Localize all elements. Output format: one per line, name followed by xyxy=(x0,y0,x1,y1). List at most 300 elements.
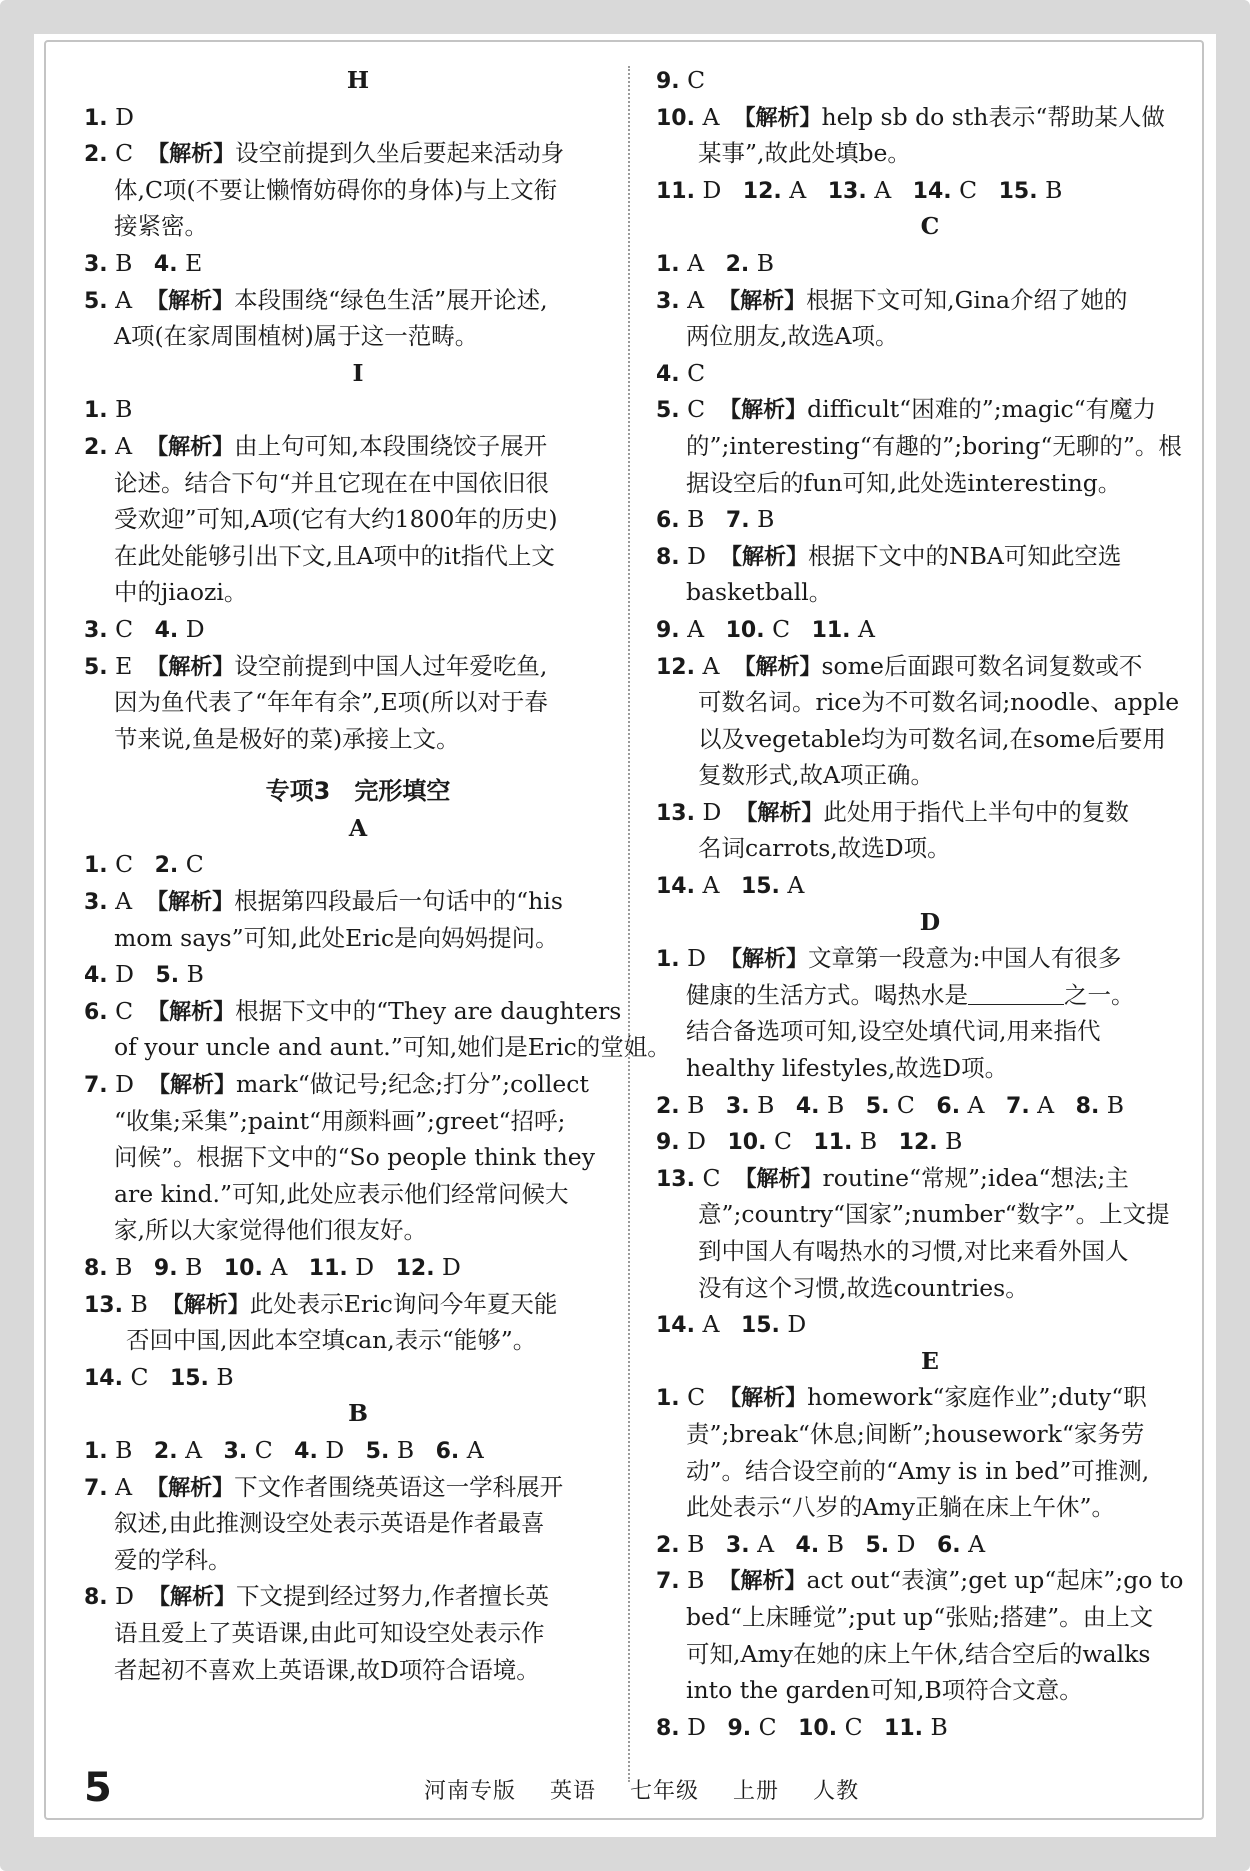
answer-letter: B xyxy=(827,1090,845,1119)
column-divider xyxy=(628,66,630,1782)
analysis-text: routine“常规”;idea“想法;主 xyxy=(822,1163,1129,1192)
question-number: 13. xyxy=(827,178,867,204)
question-number: 4. xyxy=(795,1093,820,1119)
question-number: 9. xyxy=(656,1130,680,1156)
answer-letter: A xyxy=(789,175,807,204)
question-number: 12. xyxy=(395,1256,435,1281)
question-number: 13. xyxy=(656,1166,695,1192)
footer-info xyxy=(424,1774,885,1805)
footer-grade: 七年级 xyxy=(630,1779,700,1804)
analysis-label: 【解析】 xyxy=(719,1386,808,1412)
section-heading: D xyxy=(919,907,941,936)
answer-item xyxy=(84,391,632,428)
analysis-continuation xyxy=(656,684,1204,721)
analysis-text: 者起初不喜欢上英语课,故D项符合语境。 xyxy=(114,1655,540,1684)
question-number: 5. xyxy=(865,1532,890,1558)
answer-item xyxy=(656,62,1204,99)
analysis-continuation xyxy=(656,428,1204,465)
analysis-continuation xyxy=(84,1176,632,1213)
answer-letter: B xyxy=(687,1566,705,1595)
answer-item xyxy=(84,135,632,172)
analysis-text: 由上句可知,本段围绕饺子展开 xyxy=(234,431,548,460)
analysis-continuation xyxy=(84,721,632,758)
answer-letter: B xyxy=(757,505,775,534)
answer-letter: A xyxy=(757,1529,775,1558)
analysis-label: 【解析】 xyxy=(733,654,822,680)
question-number: 2. xyxy=(154,853,179,879)
answer-letter: C xyxy=(758,1712,777,1741)
part-heading: 专项3 完形填空 xyxy=(265,777,451,806)
question-number: 3. xyxy=(84,251,108,277)
analysis-label: 【解析】 xyxy=(147,999,236,1025)
analysis-continuation xyxy=(656,135,1204,172)
question-number: 7. xyxy=(84,1475,108,1501)
answer-letter: B xyxy=(1106,1090,1125,1119)
question-number: 4. xyxy=(154,617,179,643)
answer-row xyxy=(656,1709,1204,1746)
analysis-continuation xyxy=(656,1196,1204,1233)
answer-letter: D xyxy=(185,614,205,643)
question-number: 1. xyxy=(656,251,680,277)
answer-letter: B xyxy=(859,1127,878,1156)
answer-letter: B xyxy=(130,1289,148,1318)
question-number: 4. xyxy=(656,361,680,387)
analysis-label: 【解析】 xyxy=(147,142,236,168)
question-number: 3. xyxy=(84,890,108,916)
analysis-continuation xyxy=(84,1212,632,1249)
answer-letter: A xyxy=(466,1435,484,1464)
question-number: 6. xyxy=(435,1438,460,1464)
analysis-continuation xyxy=(84,684,632,721)
analysis-continuation xyxy=(84,1505,632,1542)
question-number: 1. xyxy=(84,853,108,879)
analysis-text: 根据下文中的NBA可知此空选 xyxy=(808,541,1122,570)
analysis-text: 语且爱上了英语课,由此可知设空处表示作 xyxy=(114,1618,545,1647)
analysis-label: 【解析】 xyxy=(718,1569,807,1595)
analysis-text: 之一。 xyxy=(1064,980,1135,1009)
question-number: 10. xyxy=(725,617,765,643)
answer-item xyxy=(656,648,1204,685)
section-heading: B xyxy=(348,1399,368,1428)
question-number: 13. xyxy=(656,800,695,826)
analysis-label: 【解析】 xyxy=(719,398,808,424)
analysis-label: 【解析】 xyxy=(148,1585,237,1611)
question-number: 5. xyxy=(84,654,108,680)
question-number: 2. xyxy=(725,251,750,277)
fill-blank xyxy=(968,982,1064,1005)
answer-item xyxy=(84,1469,632,1506)
question-number: 1. xyxy=(656,1386,680,1412)
answer-letter: A xyxy=(702,1310,720,1339)
answer-letter: B xyxy=(115,1253,133,1281)
answer-letter: C xyxy=(115,139,134,168)
question-number: 8. xyxy=(84,1256,108,1281)
question-number: 4. xyxy=(795,1532,820,1558)
analysis-continuation xyxy=(84,318,632,355)
analysis-text: 此处表示“八岁的Amy正躺在床上午休”。 xyxy=(686,1493,1116,1522)
question-number: 5. xyxy=(865,1093,890,1119)
analysis-text: 的”;interesting“有趣的”;boring“无聊的”。根 xyxy=(686,431,1182,460)
answer-letter: C xyxy=(115,996,134,1025)
answer-letter: A xyxy=(702,651,720,680)
answer-letter: D xyxy=(115,960,134,989)
answer-letter: A xyxy=(115,1472,133,1501)
analysis-text: 根据下文中的“They are daughters xyxy=(235,996,622,1025)
analysis-text: 某事”,故此处填be。 xyxy=(698,139,911,168)
answer-letter: C xyxy=(185,850,204,879)
analysis-text: 责”;break“休息;间断”;housework“家务劳 xyxy=(686,1419,1145,1448)
analysis-label: 【解析】 xyxy=(733,105,822,131)
question-number: 4. xyxy=(294,1438,318,1464)
left-column xyxy=(84,62,671,1688)
answer-letter: D xyxy=(115,1070,134,1099)
answer-letter: C xyxy=(687,395,706,424)
analysis-text: of your uncle and aunt.”可知,她们是Eric的堂姐。 xyxy=(114,1033,671,1062)
question-number: 5. xyxy=(155,963,180,989)
analysis-text: 以及vegetable均为可数名词,在some后要用 xyxy=(698,724,1166,753)
analysis-continuation xyxy=(84,1542,632,1579)
answer-row xyxy=(84,1249,632,1286)
answer-item xyxy=(84,282,632,319)
analysis-text: mark“做记号;纪念;打分”;collect xyxy=(236,1070,589,1099)
analysis-continuation xyxy=(656,830,1204,867)
analysis-text: help sb do sth表示“帮助某人做 xyxy=(821,102,1165,131)
analysis-text: 爱的学科。 xyxy=(114,1545,232,1574)
answer-letter: C xyxy=(772,614,791,643)
question-number: 14. xyxy=(912,178,952,204)
question-number: 6. xyxy=(936,1093,961,1119)
question-number: 14. xyxy=(656,1313,695,1339)
footer-edition: 河南专版 xyxy=(424,1779,517,1804)
analysis-text: 此处用于指代上半句中的复数 xyxy=(823,797,1129,826)
answer-letter: B xyxy=(115,1435,133,1464)
answer-letter: D xyxy=(702,175,722,204)
analysis-text: mom says”可知,此处Eric是向妈妈提问。 xyxy=(114,923,559,952)
question-number: 15. xyxy=(740,1313,780,1339)
answer-letter: C xyxy=(254,1435,273,1464)
analysis-text: act out“表演”;get up“起床”;go to xyxy=(806,1566,1184,1595)
answer-letter: D xyxy=(355,1253,375,1281)
question-number: 2. xyxy=(656,1093,680,1119)
answer-item xyxy=(656,282,1204,319)
answer-letter: B xyxy=(930,1712,948,1741)
answer-row xyxy=(656,1087,1204,1124)
analysis-continuation xyxy=(84,501,632,538)
question-number: 1. xyxy=(656,947,680,973)
analysis-continuation xyxy=(656,574,1204,611)
question-number: 11. xyxy=(656,178,695,204)
analysis-text: 名词carrots,故选D项。 xyxy=(698,834,951,863)
answer-letter: B xyxy=(826,1529,844,1558)
analysis-text: 节来说,鱼是极好的菜)承接上文。 xyxy=(114,724,460,753)
analysis-continuation xyxy=(84,1029,671,1066)
answer-letter: C xyxy=(773,1127,792,1156)
analysis-label: 【解析】 xyxy=(720,947,809,973)
analysis-text: 中的jiaozi。 xyxy=(114,578,248,607)
question-number: 4. xyxy=(84,963,108,989)
analysis-text: 文章第一段意为:中国人有很多 xyxy=(808,944,1122,973)
page-number: 5 xyxy=(84,1765,112,1811)
footer-publisher: 人教 xyxy=(813,1779,860,1804)
analysis-continuation xyxy=(656,1233,1204,1270)
question-number: 2. xyxy=(84,434,108,460)
footer-subject: 英语 xyxy=(550,1779,597,1804)
answer-letter: C xyxy=(115,850,134,879)
answer-letter: B xyxy=(216,1362,234,1391)
answer-item xyxy=(656,1160,1204,1197)
analysis-text: basketball。 xyxy=(686,578,833,607)
analysis-label: 【解析】 xyxy=(146,1475,235,1501)
analysis-text: 问候”。根据下文中的“So people think they xyxy=(114,1143,595,1172)
section-heading: C xyxy=(920,212,940,241)
analysis-text: difficult“困难的”;magic“有魔力 xyxy=(807,395,1157,424)
answer-row xyxy=(84,611,632,648)
question-number: 3. xyxy=(725,1093,750,1119)
analysis-text: 因为鱼代表了“年年有余”,E项(所以对于春 xyxy=(114,688,548,717)
analysis-text: bed“上床睡觉”;put up“张贴;搭建”。由上文 xyxy=(686,1602,1154,1631)
analysis-continuation xyxy=(84,1322,632,1359)
answer-row xyxy=(656,501,1204,538)
answer-row xyxy=(84,1359,632,1396)
answer-row xyxy=(656,1306,1204,1343)
answer-letter: B xyxy=(687,505,705,534)
answer-letter: A xyxy=(687,614,705,643)
analysis-text: 健康的生活方式。喝热水是 xyxy=(686,980,968,1009)
answer-letter: C xyxy=(687,358,706,387)
question-number: 7. xyxy=(84,1073,108,1099)
answer-letter: D xyxy=(442,1253,461,1281)
answer-item xyxy=(656,391,1204,428)
answer-letter: A xyxy=(1037,1090,1055,1119)
answer-item xyxy=(84,1578,632,1615)
question-number: 8. xyxy=(84,1585,108,1611)
spacer xyxy=(84,757,632,773)
question-number: 1. xyxy=(84,398,108,424)
answer-item xyxy=(656,1379,1204,1416)
analysis-text: 动”。结合设空前的“Amy is in bed”可推测, xyxy=(686,1456,1150,1485)
answer-letter: B xyxy=(396,1435,415,1464)
answer-letter: D xyxy=(115,1582,134,1611)
analysis-text: 下文作者围绕英语这一学科展开 xyxy=(234,1472,564,1501)
analysis-text: into the garden可知,B项符合文意。 xyxy=(686,1676,1083,1705)
question-number: 2. xyxy=(84,142,108,168)
question-number: 5. xyxy=(84,288,108,314)
answer-letter: B xyxy=(687,1529,705,1558)
question-number: 5. xyxy=(365,1438,390,1464)
answer-letter: B xyxy=(1045,175,1063,204)
answer-letter: A xyxy=(787,871,805,900)
question-number: 7. xyxy=(725,508,750,534)
analysis-text: 接紧密。 xyxy=(114,212,208,241)
question-number: 3. xyxy=(84,617,108,643)
question-number: 3. xyxy=(725,1532,750,1558)
answer-letter: B xyxy=(115,248,133,277)
question-number: 9. xyxy=(727,1715,752,1741)
question-number: 7. xyxy=(656,1569,680,1595)
analysis-continuation xyxy=(84,172,632,209)
answer-letter: D xyxy=(687,1127,706,1156)
answer-row xyxy=(656,867,1204,904)
question-number: 1. xyxy=(84,105,108,131)
answer-row xyxy=(656,611,1204,648)
analysis-text: A项(在家周围植树)属于这一范畴。 xyxy=(114,322,479,351)
analysis-label: 【解析】 xyxy=(720,544,809,570)
analysis-text: 本段围绕“绿色生活”展开论述, xyxy=(234,285,548,314)
analysis-text: 论述。结合下句“并且它现在在中国依旧很 xyxy=(114,468,550,497)
answer-item xyxy=(84,99,632,136)
analysis-label: 【解析】 xyxy=(146,288,235,314)
answer-letter: A xyxy=(968,1529,986,1558)
section-heading: E xyxy=(921,1346,939,1375)
question-number: 12. xyxy=(656,654,695,680)
analysis-label: 【解析】 xyxy=(146,654,235,680)
answer-letter: C xyxy=(896,1090,915,1119)
analysis-continuation xyxy=(84,1615,632,1652)
analysis-continuation xyxy=(656,1416,1204,1453)
analysis-continuation xyxy=(84,538,632,575)
analysis-continuation xyxy=(656,1489,1204,1526)
analysis-text: some后面跟可数名词复数或不 xyxy=(821,651,1143,680)
analysis-text: 可知,Amy在她的床上午休,结合空后的walks xyxy=(686,1639,1151,1668)
question-number: 15. xyxy=(169,1365,209,1391)
answer-letter: C xyxy=(115,614,134,643)
answer-item xyxy=(84,883,632,920)
answer-item xyxy=(84,1286,632,1323)
analysis-text: 没有这个习惯,故选countries。 xyxy=(698,1273,1029,1302)
analysis-text: 两位朋友,故选A项。 xyxy=(686,322,899,351)
answer-item xyxy=(656,538,1204,575)
answer-row xyxy=(656,172,1204,209)
answer-letter: A xyxy=(967,1090,985,1119)
question-number: 6. xyxy=(84,999,108,1025)
analysis-continuation xyxy=(656,1453,1204,1490)
analysis-text: 在此处能够引出下文,且A项中的it指代上文 xyxy=(114,541,555,570)
answer-item xyxy=(84,428,632,465)
answer-letter: D xyxy=(687,541,706,570)
question-number: 15. xyxy=(998,178,1038,204)
analysis-label: 【解析】 xyxy=(161,1292,250,1318)
answer-letter: A xyxy=(687,285,705,314)
question-number: 11. xyxy=(308,1256,348,1281)
analysis-text: 可数名词。rice为不可数名词;noodle、apple xyxy=(698,688,1180,717)
answer-letter: D xyxy=(702,797,722,826)
answer-letter: B xyxy=(756,248,775,277)
analysis-label: 【解析】 xyxy=(718,288,807,314)
page-footer xyxy=(84,1766,1184,1810)
question-number: 11. xyxy=(813,1130,853,1156)
answer-letter: D xyxy=(687,1712,706,1741)
question-number: 9. xyxy=(153,1256,178,1281)
analysis-continuation xyxy=(84,465,632,502)
answer-letter: E xyxy=(185,248,203,277)
answer-letter: D xyxy=(687,944,706,973)
question-number: 10. xyxy=(727,1130,767,1156)
question-number: 8. xyxy=(656,1715,680,1741)
question-number: 12. xyxy=(898,1130,938,1156)
answer-letter: A xyxy=(702,102,720,131)
answer-letter: B xyxy=(115,395,133,424)
answer-letter: C xyxy=(959,175,978,204)
answer-letter: D xyxy=(896,1529,916,1558)
question-number: 14. xyxy=(656,874,695,900)
analysis-text: 此处表示Eric询问今年夏天能 xyxy=(249,1289,558,1318)
answer-row xyxy=(656,245,1204,282)
question-number: 11. xyxy=(811,617,851,643)
answer-letter: D xyxy=(325,1435,345,1464)
question-number: 8. xyxy=(1075,1093,1100,1119)
answer-letter: D xyxy=(787,1310,807,1339)
answer-row xyxy=(84,1432,632,1469)
analysis-text: 结合备选项可知,设空处填代词,用来指代 xyxy=(686,1017,1101,1046)
question-number: 1. xyxy=(84,1438,108,1464)
analysis-continuation xyxy=(656,1636,1204,1673)
analysis-text: 下文提到经过努力,作者擅长英 xyxy=(236,1582,549,1611)
analysis-label: 【解析】 xyxy=(146,434,235,460)
answer-item xyxy=(656,940,1204,977)
answer-item xyxy=(656,355,1204,392)
answer-letter: B xyxy=(757,1090,775,1119)
answer-letter: B xyxy=(687,1090,705,1119)
analysis-continuation xyxy=(84,1139,632,1176)
question-number: 9. xyxy=(656,617,680,643)
analysis-continuation xyxy=(656,1013,1204,1050)
question-number: 10. xyxy=(223,1256,263,1281)
answer-letter: A xyxy=(858,614,876,643)
answer-letter: A xyxy=(185,1435,203,1464)
analysis-text: 设空前提到中国人过年爱吃鱼, xyxy=(234,651,548,680)
answer-item xyxy=(656,794,1204,831)
question-number: 8. xyxy=(656,544,680,570)
question-number: 2. xyxy=(153,1438,178,1464)
question-number: 13. xyxy=(84,1292,123,1318)
analysis-text: 家,所以大家觉得他们很友好。 xyxy=(114,1216,427,1245)
analysis-continuation xyxy=(656,977,1204,1014)
analysis-text: 复数形式,故A项正确。 xyxy=(698,761,934,790)
analysis-text: homework“家庭作业”;duty“职 xyxy=(807,1383,1147,1412)
analysis-continuation xyxy=(656,1672,1204,1709)
answer-item xyxy=(84,648,632,685)
answer-letter: A xyxy=(115,431,133,460)
analysis-text: are kind.”可知,此处应表示他们经常问候大 xyxy=(114,1179,569,1208)
question-number: 10. xyxy=(798,1715,838,1741)
answer-item xyxy=(84,993,632,1030)
answer-letter: B xyxy=(185,1253,203,1281)
answer-letter: A xyxy=(702,871,720,900)
analysis-continuation xyxy=(656,1270,1204,1307)
answer-letter: A xyxy=(115,887,133,916)
footer-volume: 上册 xyxy=(733,1779,780,1804)
question-number: 6. xyxy=(656,508,680,534)
analysis-text: 意”;country“国家”;number“数字”。上文提 xyxy=(698,1200,1170,1229)
answer-item xyxy=(656,1562,1204,1599)
analysis-continuation xyxy=(656,721,1204,758)
question-number: 12. xyxy=(742,178,782,204)
analysis-text: 设空前提到久坐后要起来活动身 xyxy=(235,139,565,168)
question-number: 9. xyxy=(656,69,680,94)
analysis-continuation xyxy=(656,318,1204,355)
answer-row xyxy=(656,1526,1204,1563)
answer-row xyxy=(656,1123,1204,1160)
analysis-continuation xyxy=(656,1599,1204,1636)
answer-letter: A xyxy=(115,285,133,314)
analysis-text: 否回中国,因此本空填can,表示“能够”。 xyxy=(126,1326,537,1355)
answer-item xyxy=(656,99,1204,136)
analysis-text: 受欢迎”可知,A项(它有大约1800年的历史) xyxy=(114,505,558,534)
analysis-label: 【解析】 xyxy=(146,890,235,916)
answer-row xyxy=(84,846,632,883)
answer-item xyxy=(84,1066,632,1103)
answer-letter: E xyxy=(115,651,133,680)
